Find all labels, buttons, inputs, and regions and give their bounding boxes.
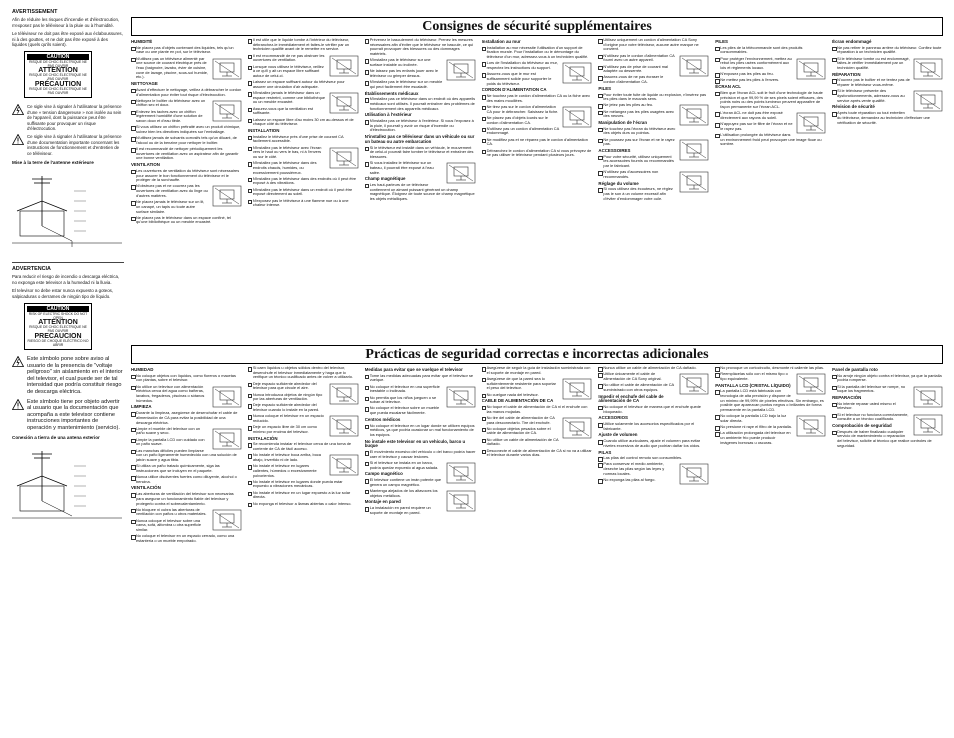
list-item: Enlevez les taches avec un chiffon légèrement humidifié d'une solution de savon doux et d'eau tiède. xyxy=(131,110,242,124)
exclamation-symbol-row xyxy=(12,134,124,156)
caution-label-es-att-small: RISQUE DE CHOC ÉLECTRIQUE NE PAS OUVRIR xyxy=(29,324,87,333)
list-item: N'utilisez pas le cordon d'alimentation CA fourni avec un autre appareil. xyxy=(598,54,709,63)
list-item: No instale el televisor boca arriba, boca abajo, invertido ni de lado. xyxy=(248,453,359,462)
list-item: No exponga las pilas al fuego. xyxy=(598,478,709,483)
fr-column xyxy=(131,38,242,338)
list-item: N'appuyez pas sur le filtre de l'écran et ne le rayez pas. xyxy=(715,122,826,131)
list-item: Desconecte el cable de alimentación de CA si no va a utilizar el televisor durante varios días. xyxy=(482,449,593,458)
list-item: Se recomienda instalar el televisor cerca de una toma de corriente de CA de fácil acceso. xyxy=(248,442,359,451)
list-item: Pour protéger l'environnement, mettez au rebut les piles usées conformément aux lois et règlements locaux. xyxy=(715,57,826,71)
list-item: No bloquee ni cubra las aberturas de ventilación con paños u otros materiales. xyxy=(131,508,242,517)
list-item: Ne touchez pas l'écran du téléviseur avec des objets durs ou pointus. xyxy=(598,127,709,136)
fr-column xyxy=(365,38,476,338)
list-item: Después de haber finalizado cualquier servicio de mantenimiento o reparación del televisor, solicite al técnico que realice controles de seguridad. xyxy=(832,430,943,449)
list-item: Si la pantalla del televisor se rompe, no toque los fragmentos. xyxy=(832,385,943,394)
list-item: Il est recommandé de nettoyer périodiquement les ouvertures de ventilation avec un aspirateur afin de garantir une bonne ventilation. xyxy=(131,147,242,161)
list-item: Assurez-vous que le mur est suffisamment solide pour supporter le poids du téléviseur. xyxy=(482,72,593,86)
list-item: Ne pas retirer le panneau arrière du téléviseur. Confiez toute réparation à un technicien qualifié. xyxy=(832,46,943,55)
caution-label-attention: ATTENTION xyxy=(38,67,78,75)
list-item: No coloque el televisor en un espacio cerrado, como una estantería o un mueble empotrado. xyxy=(131,534,242,543)
es-column xyxy=(131,366,242,726)
list-item: Deje espacio suficiente alrededor del televisor cuando lo instale en la pared. xyxy=(248,403,359,412)
list-item: Cuando utilice auriculares, ajuste el volumen para evitar niveles excesivos de audio que podrían dañar los oídos. xyxy=(598,439,709,448)
list-item: Il est utile que le liquide tombe à l'intérieur du téléviseur, débranchez-le immédiatement et faites-le vérifier par un technicien qualifié avant de le remettre en service. xyxy=(248,38,359,52)
french-section xyxy=(131,38,943,338)
list-item: N'utilisez pas d'accessoires non recommandés. xyxy=(598,170,709,179)
list-item: Nunca utilice disolventes fuertes como diluyente, alcohol o bencina. xyxy=(131,475,242,484)
list-item: L'écran ACL ne doit pas être exposé directement aux rayons du soleil. xyxy=(715,111,826,120)
list-item: Prévenez le basculement du téléviseur. Prenez les mesures nécessaires afin d'éviter que le téléviseur ne bascule, ce qui pourrait provoquer des blessures ou des dommages matériels. xyxy=(365,38,476,57)
list-item: Para conservar el medio ambiente, deseche las pilas según las leyes y normas locales. xyxy=(598,462,709,476)
list-item: La instalación en pared requiere un soporte de montaje en pared. xyxy=(365,506,476,515)
es-exclamation-symbol-row xyxy=(12,399,124,432)
subheading: No instale este televisor en un vehículo, barco u buque xyxy=(364,438,466,449)
list-item: Les haut-parleurs de ce téléviseur contiennent un aimant puissant générant un champ magnétique. Éloignez de toute source de champ magnétique les objets métalliques. xyxy=(365,183,476,202)
es-column xyxy=(598,366,709,726)
list-item: No coloque la pantalla LCD bajo la luz solar directa. xyxy=(715,414,826,423)
list-item: N'exposez pas le téléviseur à une flamme nue ou à une chaleur intense. xyxy=(248,199,359,208)
es-column xyxy=(365,366,476,726)
list-item: N'utilisez pas un téléviseur alimenté par une source de courant électrique près de l'eau (baignoire, lavabo, évier de cuisine, cuve de lavage, piscine, sous-sol humide, etc.). xyxy=(131,57,242,81)
list-item: No coloque objetos con líquidos, como floreros o macetas con plantas, sobre el televisor. xyxy=(131,374,242,383)
list-item: Si le téléviseur est installé dans un véhicule, le mouvement de celui-ci pourrait faire tomber le téléviseur et entraîner des blessures. xyxy=(365,146,476,160)
subheading: CORDON D'ALIMENTATION CA xyxy=(481,87,547,93)
list-item: Ne placez jamais le téléviseur sur un lit, un canapé, un tapis ou toute autre surface similaire. xyxy=(131,200,242,214)
list-item: Asegúrese de seguir la guía de instalación suministrada con el soporte de montaje en pared. xyxy=(482,366,593,375)
es-lightning-symbol-row xyxy=(12,356,124,396)
list-item: No provoque un cortocircuito, desmonte ni caliente las pilas. xyxy=(715,366,826,371)
list-item: No instale el televisor en lugares donde pueda estar expuesto a vibraciones mecánicas. xyxy=(248,480,359,489)
subheading: PILES xyxy=(715,39,728,44)
list-item: Utilice solamente los accesorios especificados por el fabricante. xyxy=(598,422,709,431)
list-item: Ne touchez pas le cordon d'alimentation CA ou la fiche avec des mains mouillées. xyxy=(482,94,593,103)
es-column xyxy=(248,366,359,726)
list-item: Limpie la pantalla LCD con cuidado con un paño suave. xyxy=(131,438,242,447)
subheading: Campo magnético xyxy=(364,471,403,477)
list-item: La utilización prolongada del televisor en un ambiente frío puede producir imágenes borrosas u oscuras. xyxy=(715,431,826,445)
list-item: Nettoyez le boîtier du téléviseur avec un chiffon sec et doux. xyxy=(131,99,242,108)
list-item: Pour éviter toute fuite de liquide ou explosion, n'insérez pas les piles dans le mauvais sens. xyxy=(598,93,709,102)
subheading: Panel de pantalla roto xyxy=(832,367,878,372)
fr-column xyxy=(832,38,943,338)
subheading: Comprobación de seguridad xyxy=(832,423,892,429)
advertencia-heading: ADVERTENCIA xyxy=(12,265,51,272)
list-item: Assurez-vous de ne pas écraser le cordon d'alimentation CA. xyxy=(598,75,709,84)
list-item: Ne placez pas le téléviseur dans un espace confiné, tel qu'une bibliothèque ou un meuble encastré. xyxy=(131,216,242,225)
list-item: Tome las medidas adecuadas para evitar que el televisor se vuelque. xyxy=(365,374,476,383)
list-item: N'obstruez pas et ne couvrez pas les ouvertures de ventilation avec du linge ou d'autres matières. xyxy=(131,184,242,198)
list-item: El movimiento excesivo del vehículo o del barco podría hacer caer el televisor y causar lesiones. xyxy=(365,450,476,459)
list-item: Installez le téléviseur près d'une prise de courant CA facilement accessible. xyxy=(248,135,359,144)
list-item: Si vous installez le téléviseur sur un bateau, il pourrait être exposé à l'eau salée. xyxy=(365,161,476,175)
subheading: Centros médicos xyxy=(364,416,401,422)
caution-label-es xyxy=(24,303,92,350)
list-item: Durante la limpieza, asegúrese de desenchufar el cable de alimentación de CA para evitar la posibilidad de una descarga eléctrica. xyxy=(131,411,242,425)
subheading: Écran endommagé xyxy=(832,39,872,44)
subheading: VENTILATION xyxy=(131,162,160,168)
antenna-heading-es: Conexión a tierra de una antena exterior xyxy=(12,435,100,441)
list-item: No exponga el televisor a llamas abiertas o calor intenso. xyxy=(248,502,359,507)
subheading: ÉCRAN ACL xyxy=(715,84,741,90)
subheading: REPARACIÓN xyxy=(832,395,862,401)
list-item: No cuelgue nada del televisor. xyxy=(482,393,593,398)
lightning-symbol-text: Ce sigle vise à signaler à l'utilisateur la présence d'une « tension dangereuse » non isolée au sein de l'appareil, dont la puissance peut être suffisante pour provoquer un risque d'électrocution. xyxy=(27,104,122,132)
subheading: Révision de sécurité xyxy=(832,104,875,110)
list-item: Après toute réparation ou tout entretien du téléviseur, demandez au technicien d'effectuer une vérification de sécurité. xyxy=(832,111,943,125)
caution-label-precaution: PRÉCAUTION xyxy=(34,81,82,89)
list-item: Ne modifiez pas et ne réparez pas le cordon d'alimentation CA. xyxy=(482,138,593,147)
subheading: Réglage du volume xyxy=(598,180,639,186)
list-item: Laissez un espace suffisant autour du téléviseur pour assurer une circulation d'air adéquate. xyxy=(248,80,359,89)
list-item: N'installez pas ce téléviseur à l'extérieur. Si vous l'exposez à la pluie, il pourrait y avoir un risque d'incendie ou d'électrocution. xyxy=(365,119,476,133)
list-item: Installation au mur nécessite l'utilisation d'un support de fixation murale. Pour l'installation ou le démontage du téléviseur d'un mur, adressez-vous à un technicien qualifié. xyxy=(482,46,593,60)
subheading: INSTALLATION xyxy=(247,127,280,133)
list-item: N'installez jamais le téléviseur dans un espace restreint, comme une bibliothèque ou un meuble encastré. xyxy=(248,91,359,105)
subheading: VENTILACIÓN xyxy=(131,485,161,491)
list-item: Asegúrese de que la pared sea lo suficientemente resistente para soportar el peso del televisor. xyxy=(482,377,593,391)
avertissement-p2: Le téléviseur ne doit pas être exposé aux éclaboussures, ni à des gouttes, et ne doit pas être exposé à des liquides (quels qu'ils soient). xyxy=(12,31,123,48)
list-item: Si caen líquidos u objetos sólidos dentro del televisor, desenchufe el televisor inmediatamente y haga que lo verifique un técnico cualificado antes de volver a utilizarlo. xyxy=(248,366,359,380)
subheading: ACCESSOIRES xyxy=(598,148,631,154)
es-antenna-grounding-diagram-icon xyxy=(12,446,122,524)
lightning-symbol-row xyxy=(12,104,124,131)
subheading: Impedir el enchufe del cable de alimentación de CA xyxy=(598,393,664,404)
list-item: Nunca coloque el televisor en un espacio reducido. xyxy=(248,414,359,423)
list-item: N'installez pas ce téléviseur dans un endroit où des appareils médicaux sont utilisés. Il pourrait entraîner des problèmes de fonctionnement des appareils médicaux. xyxy=(365,97,476,111)
subheading: RÉPARATION xyxy=(832,71,861,77)
subheading: HUMIDITÉ xyxy=(131,39,153,44)
lightning-warning-icon xyxy=(12,104,24,115)
list-item: Nunca coloque el televisor sobre una cama, sofá, alfombra u otra superficie similar. xyxy=(131,519,242,533)
list-item: Utilice únicamente el cable de alimentación de CA Sony original. xyxy=(598,372,709,381)
caution-label-es-cap: CAUTION xyxy=(27,306,89,312)
subheading: Établissements médicaux xyxy=(364,90,419,96)
list-item: Ne mélangez pas les piles usagées avec des neuves. xyxy=(598,110,709,119)
subheading: PILAS xyxy=(598,449,612,455)
caution-label-att-small: RISQUE DE CHOC ÉLECTRIQUE NE PAS OUVRIR xyxy=(29,73,87,82)
exclamation-symbol-text: Ce sigle vise à signaler à l'utilisateur la présence d'une documentation importante concernant les instructions de fonctionnement et d'entretien de ce téléviseur. xyxy=(27,134,122,156)
list-item: L'utilisation prolongée du téléviseur dans un environnement froid peut provoquer une image floue ou sombre. xyxy=(715,133,826,147)
subheading: Champ magnétique xyxy=(364,176,406,182)
list-item: Mantenga alejados de los altavoces los objetos metálicos. xyxy=(365,489,476,498)
list-item: Les ouvertures de ventilation du téléviseur sont nécessaires pour assurer le bon fonctionnement du téléviseur et le protéger de la surchauffe. xyxy=(131,169,242,183)
list-item: N'utilisez pas un cordon d'alimentation CA endommagé. xyxy=(482,127,593,136)
list-item: No toque el cable de alimentación de CA ni el enchufe con las manos mojadas. xyxy=(482,405,593,414)
list-item: Lors de l'installation du téléviseur au mur, respectez les instructions du support. xyxy=(482,61,593,70)
list-item: N'installez pas le téléviseur dans un endroit où il peut être exposé directement au soleil. xyxy=(248,188,359,197)
caution-label-small: RISQUE DE CHOC ÉLECTRIQUE NE PAS OUVRIR xyxy=(29,60,87,69)
list-item: Deje un espacio libre de 30 cm como mínimo por encima del televisor. xyxy=(248,425,359,434)
list-item: No coloque el televisor sobre un mueble que pueda escalarse fácilmente. xyxy=(365,406,476,415)
caution-label-es-attention: ATTENTION xyxy=(38,318,78,326)
list-item: Las pilas del control remoto son consumibles. xyxy=(598,456,709,461)
list-item: Pour votre sécurité, utilisez uniquement les accessoires fournis ou recommandés par le fabricant. xyxy=(598,155,709,169)
fr-column xyxy=(248,38,359,338)
caution-label-pre-small: RISQUE DE CHOC ÉLECTRIQUE NE PAS OUVRIR xyxy=(29,87,87,96)
fr-column xyxy=(715,38,826,338)
caution-label-cap: CAUTION xyxy=(27,54,89,60)
list-item: N'exposez pas les piles au feu. xyxy=(715,72,826,77)
antenna-heading-fr: Mise à la terre de l'antenne extérieure xyxy=(12,160,94,166)
list-item: Si vous utilisez des écouteurs, ne réglez pas le son à un volume excessif afin d'éviter d'endommager votre ouïe. xyxy=(598,187,709,201)
caution-label-es-small: RISK OF ELECTRIC SHOCK DO NOT OPEN xyxy=(28,311,88,320)
list-item: Deje espacio suficiente alrededor del televisor para que circule el aire. xyxy=(248,382,359,391)
list-item: Si le téléviseur présente des dysfonctionnements, adressez-vous au service après-vente qualifié. xyxy=(832,89,943,103)
spanish-section xyxy=(131,366,943,726)
es-column xyxy=(715,366,826,726)
list-item: No coloque el televisor en un lugar donde se utilicen equipos médicos, ya que podría ocasionar un mal funcionamiento de los equipos. xyxy=(365,424,476,438)
list-item: N'installez pas le téléviseur sur un meuble qui peut facilement être escaladé. xyxy=(365,80,476,89)
exclamation-warning-icon xyxy=(12,134,24,145)
fr-column xyxy=(598,38,709,338)
spanish-section-title: Prácticas de seguridad correctas e incorrectas adicionales xyxy=(131,345,943,364)
list-item: N'installez pas le téléviseur avec l'écran vers le haut ou vers le bas, ni à l'envers ou sur le côté. xyxy=(248,146,359,160)
advertencia-p1: Para reducir el riesgo de incendio o descarga eléctrica, no exponga este televisor a la humedad ni la lluvia. xyxy=(12,274,120,285)
list-item: No utilice un cable de alimentación de CA dañado. xyxy=(482,438,593,447)
left-column xyxy=(12,10,124,531)
list-item: Bien que l'écran ACL soit le fruit d'une technologie de haute précision et que 99,99 % de ses pixels soient efficaces, des points noirs ou des points lumineux peuvent apparaître de façon permanente sur l'écran ACL. xyxy=(715,91,826,110)
list-item: Il est recommandé de ne pas obstruer les ouvertures de ventilation. xyxy=(248,54,359,63)
list-item: N'ouvrez pas le boîtier et ne tentez pas de réparer le téléviseur vous-même. xyxy=(832,78,943,87)
subheading: LIMPIEZA xyxy=(131,404,152,410)
list-item: No utilice el cable de alimentación de CA suministrado con otros equipos. xyxy=(598,383,709,392)
list-item: Las aberturas de ventilación del televisor son necesarias para asegurar un funcionamiento fiable del televisor y protegerlo contra el sobrecalentamiento. xyxy=(131,492,242,506)
list-item: Lorsque vous utilisez le téléviseur, veillez à ce qu'il y ait un espace libre suffisant autour de celui-ci. xyxy=(248,65,359,79)
subheading: Montaje en pared xyxy=(364,499,401,505)
es-exclamation-symbol-text: Este símbolo tiene por objeto advertir al usuario que la documentación que acompaña a este televisor contiene instrucciones importantes de operación y mantenimiento (servicio). xyxy=(27,398,120,431)
subheading: N'installez pas ce téléviseur dans un véhicule ou sur un bateau ou autre embarcation xyxy=(364,134,475,144)
list-item: No instale el televisor en lugares calientes, húmedos o excesivamente polvorientos. xyxy=(248,464,359,478)
subheading: Installation au mur xyxy=(481,39,521,44)
list-item: El televisor contiene un imán potente que genera un campo magnético. xyxy=(365,478,476,487)
caution-label-es-pre-small: RIESGO DE CHOQUE ELÉCTRICO NO ABRIR xyxy=(27,338,89,347)
caution-label-fr xyxy=(24,51,92,98)
list-item: No presione ni raye el filtro de la pantalla. xyxy=(715,425,826,430)
avertissement-p1: Afin de réduire les risques d'incendie et d'électrocution, n'exposez pas le téléviseur à la pluie ou à l'humidité. xyxy=(12,17,120,28)
list-item: Limpie el mueble del televisor con un paño suave y seco. xyxy=(131,427,242,436)
list-item: Avant d'effectuer le nettoyage, veillez à débrancher le cordon d'alimentation pour éviter tout risque d'électrocution. xyxy=(131,88,242,97)
subheading: INSTALACIÓN xyxy=(247,435,278,441)
list-item: La pantalla LCD está fabricada con tecnología de alta precisión y dispone de un mínimo de 99,99% de píxeles efectivos. Sin embargo, es posible que aparezcan puntos negros o brillantes de forma permanente en la pantalla LCD. xyxy=(715,389,826,413)
es-lightning-symbol-text: Este símbolo pone sobre aviso al usuario de la presencia de "voltaje peligroso" sin aislamiento en el interior del televisor, el cual puede ser de tal intensidad que podría constituir riesgo de descarga eléctrica. xyxy=(27,355,123,395)
list-item: Débranchez le cordon d'alimentation CA si vous prévoyez de ne pas utiliser le téléviseur pendant plusieurs jours. xyxy=(482,149,593,158)
list-item: No utilice un televisor con alimentación eléctrica cerca del agua como bañeras, lavabos, fregaderos, piscinas o sótanos húmedos. xyxy=(131,385,242,404)
list-item: N'installez pas le téléviseur dans des endroits où il peut être exposé à des vibrations. xyxy=(248,177,359,186)
subheading: Medidas para evitar que se vuelque el televisor xyxy=(364,367,463,372)
subheading: PANTALLA LCD (CRISTAL LÍQUIDO) xyxy=(715,382,791,388)
list-item: N'utilisez pas de prise de courant mal adaptée ou desserrée. xyxy=(598,65,709,74)
caution-label-es-precaucion: PRECAUCION xyxy=(34,332,82,340)
list-item: Ne jetez pas les piles au feu. xyxy=(598,103,709,108)
es-column xyxy=(482,366,593,726)
list-item: Nunca introduzca objetos de ningún tipo por las aberturas de ventilación. xyxy=(248,393,359,402)
es-column xyxy=(832,366,943,726)
avertissement-heading: AVERTISSEMENT xyxy=(12,9,58,15)
list-item: Les piles de la télécommande sont des produits consommables. xyxy=(715,46,826,55)
subheading: Ajuste de volumen xyxy=(598,432,638,438)
es-exclamation-warning-icon xyxy=(12,399,24,410)
list-item: Utilisez uniquement un cordon d'alimentation CA Sony d'origine pour votre téléviseur, aucune autre marque ne convient. xyxy=(598,38,709,52)
list-item: Reemplácelas sólo con el mismo tipo o tipo equivalente. xyxy=(715,372,826,381)
list-item: Assurez-vous que la ventilation est suffisante. xyxy=(248,107,359,116)
list-item: No instale el televisor en un lugar expuesto a la luz solar directa. xyxy=(248,491,359,500)
list-item: Las manchas difíciles pueden limpiarse con un paño ligeramente humedecido con una solución de jabón suave y agua tibia. xyxy=(131,449,242,463)
french-section-title: Consignes de sécurité supplémentaires xyxy=(131,17,943,36)
subheading: Manipulation de l'écran xyxy=(598,120,648,126)
list-item: No arroje ningún objeto contra el televisor, ya que la pantalla podría romperse. xyxy=(832,374,943,383)
list-item: Si vous utilisez un chiffon prétraité avec un produit chimique, suivez bien les directives indiquées sur l'emballage. xyxy=(131,125,242,134)
fr-column xyxy=(482,38,593,338)
subheading: Utilisation à l'extérieur xyxy=(364,112,412,118)
list-item: No coloque el televisor de manera que el enchufe quede bloqueado. xyxy=(598,405,709,414)
list-item: No permita que los niños jueguen o se suban al televisor. xyxy=(365,396,476,405)
list-item: No tire del cable de alimentación de CA para desconectarlo. Tire del enchufe. xyxy=(482,416,593,425)
subheading: NETTOYAGE xyxy=(131,81,158,87)
subheading: ACCESORIOS xyxy=(598,415,628,421)
es-lightning-warning-icon xyxy=(12,356,24,367)
list-item: Laissez un espace libre d'au moins 30 cm au-dessus et de chaque côté du téléviseur. xyxy=(248,118,359,127)
list-item: Si el televisor no funciona correctamente, consulte a un técnico cualificado. xyxy=(832,413,943,422)
list-item: N'installez pas le téléviseur dans des endroits chauds, humides, ou excessivement poussiéreux. xyxy=(248,161,359,175)
list-item: Ne laissez pas les enfants jouer avec le téléviseur ou grimper dessus. xyxy=(365,69,476,78)
list-item: No intente reparar usted mismo el televisor. xyxy=(832,402,943,411)
list-item: N'utilisez jamais de solvants corrosifs tels qu'un diluant, de l'alcool ou de la benzine pour nettoyer le boîtier. xyxy=(131,136,242,145)
list-item: No coloque objetos pesados sobre el cable de alimentación de CA. xyxy=(482,427,593,436)
list-item: Ne tirez pas sur le cordon d'alimentation CA pour le débrancher. Saisissez la fiche. xyxy=(482,105,593,114)
list-item: Ne placez pas d'objets lourds sur le cordon d'alimentation CA. xyxy=(482,116,593,125)
subheading: CABLE DE ALIMENTACIÓN DE CA xyxy=(481,398,554,404)
list-item: Si utiliza un paño tratado químicamente, siga las instrucciones que se incluyen en el paquete. xyxy=(131,464,242,473)
list-item: No coloque el televisor en una superficie inestable o inclinada. xyxy=(365,385,476,394)
list-item: N'installez pas le téléviseur sur une surface instable ou inclinée. xyxy=(365,58,476,67)
antenna-grounding-diagram-icon xyxy=(12,171,122,249)
list-item: Ne placez pas d'objets contenant des liquides, tels qu'un vase ou une plante en pot, sur le téléviseur. xyxy=(131,46,242,55)
advertencia-p2: El televisor no debe estar nunca expuesto a goteos, salpicaduras o derrames de ningún tipo de líquido. xyxy=(12,288,114,299)
subheading: HUMEDAD xyxy=(131,367,154,372)
list-item: Ne mettez pas les piles à l'envers. xyxy=(715,78,826,83)
list-item: Si el televisor se instala en un barco, podría quedar expuesto al agua salada. xyxy=(365,461,476,470)
list-item: Ne poussez pas sur l'écran et ne le rayez pas. xyxy=(598,138,709,147)
subheading: PILES xyxy=(598,85,612,91)
list-item: Si le téléviseur tombe ou est endommagé, faites-le vérifier immédiatement par un technicien qualifié. xyxy=(832,57,943,71)
list-item: Nunca utilice un cable de alimentación de CA dañado. xyxy=(598,366,709,371)
